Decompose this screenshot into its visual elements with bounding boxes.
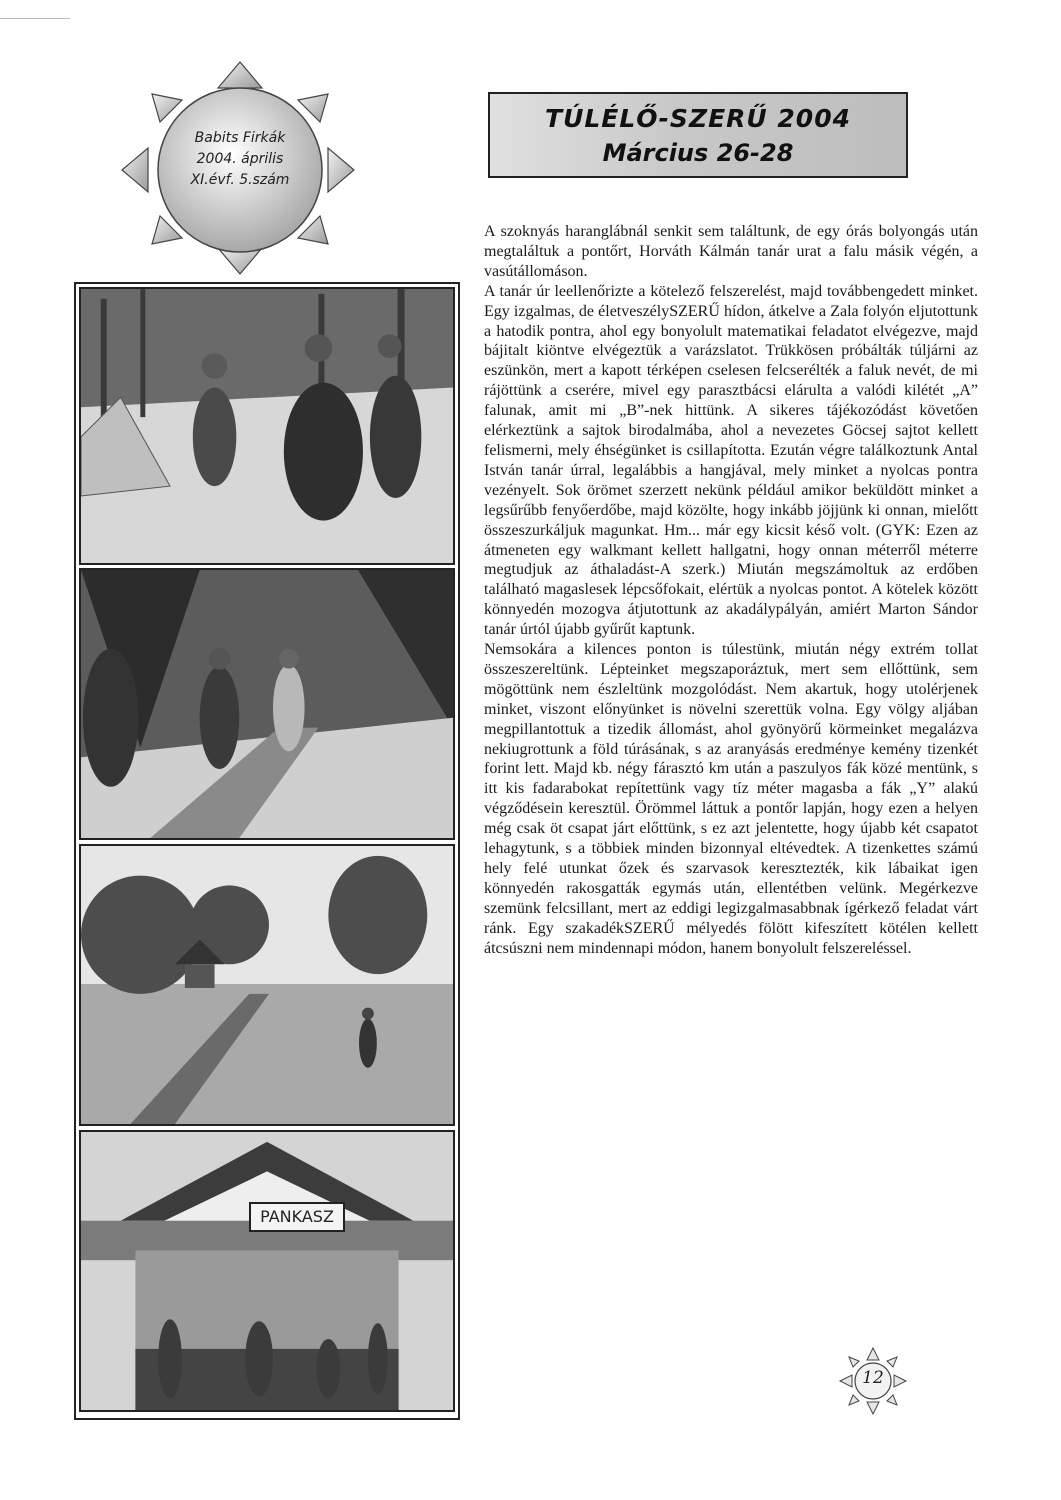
article-paragraph: A tanár úr leellenőrizte a kötelező felszerelést, majd továbbengedett minket. Egy izgalmas, de életveszélySZERŰ hídon, átkelve a Zala folyón eljutottunk a hatodik pontra, ahol egy bonyolult matematikai feladatot elvégezve, majd bájitalt kiöntve elvégeztük a varázslatot. Trükkösen próbálták túljárni az eszünkön, mert a kapott térképen cselesen felcserélték a faluk nevét, de mi rájöttünk a cserére, mivel egy parasztbácsi elárulta a valódi kilétét „A” falunak, amit mi „B”-nek hittünk. A sikeres tájékozódást követően elérkeztünk a sajtok birodalmába, ahol a nevezetes Göcsej sajtot kellett felismerni, mely éhségünket is csillapította. Ezután végre találkoztunk Antal István tanár úrral, legalábbis a hangjával, mely minket a nyolcas pontra vezényelt. Sok örömet szerzett nekünk például amikor beküldött minket a legsűrűbb fenyőerdőbe, majd közölte, hogy inkább jöjjünk ki onnan, mielőtt összeszurkáljuk magunkat. Hm... már egy kicsit késő volt. (GYK: Ezen az átmeneten egy walkmant kellett hallgatni, hogy onnan méterről méterre megtudjuk az áthaladást-A szerk.) Miután megszámoltuk az erdőben található magaslesek lépcsőfokait, elértük a nyolcas pontot. A kötelek között könnyedén mozogva átjutottunk az akadálypályán, amiért Marton Sándor tanár úrtól újabb gyűrűt kaptunk. xyxy=(484,282,978,639)
corner-mark xyxy=(0,18,70,19)
emblem-line-3: XI.évf. 5.szám xyxy=(190,172,290,188)
article-paragraph: A szoknyás haranglábnál senkit sem találtunk, de egy órás bolyongás után megtaláltuk a pontőrt, Horváth Kálmán tanár urat a falu másik végén, a vasútállomáson. xyxy=(484,223,978,280)
emblem-line-1: Babits Firkák xyxy=(194,130,286,146)
page-number: 12 xyxy=(862,1368,884,1388)
photo-pankasz-station xyxy=(79,1130,455,1412)
article-body xyxy=(484,222,978,959)
article-date: Március 26-28 xyxy=(602,139,794,167)
photo-hikers-tent xyxy=(79,287,455,565)
page-number-badge xyxy=(838,1346,908,1416)
article-paragraph: Nemsokára a kilences ponton is túlestünk, miután négy extrém tollat összeszereltünk. Lépteinket megszaporáztuk, mert sem ellőttünk, sem mögöttünk nem észleltünk mozgolódást. Nem akartuk, hogy utolérjenek minket, viszont előnyünket is növelni szerettük volna. Egy völgy aljában megpillantottuk a tizedik állomást, ahol gyönyörű körmeinket megalázva nekiugrottunk a föld túrásának, s az aranyásás eredménye kemény tizenkét forint lett. Majd kb. négy fárasztó km után a paszulyos fák közé mentünk, s itt kis fadarabokat repítettünk vagy tíz méter magasba a fák „Y” alakú végződésein keresztül. Örömmel láttuk a pontőr lapján, hogy ezen a helyen még csak öt csapat járt előttünk, s ez azt jelentette, hogy újabb két csapatot lehagytunk, s a többiek minden bizonnyal eltévedtek. A tizenkettes számú hely felé utunkat őzek és szarvasok keresztezték, kik lábaikat igen könnyedén rakosgatták egymás után, ellentétben velünk. Megérkezve szemünk felcsillant, mert az eddigi legizgalmasabbnak ígérkező feladat várt ránk. Egy szakadékSZERŰ mélyedés fölött kifeszített kötélen kellett átcsúszni nem mindennapi módon, hanem bonyolult felszereléssel. xyxy=(484,641,978,957)
article-title-box xyxy=(488,92,908,178)
station-sign: PANKASZ xyxy=(249,1202,345,1232)
issue-emblem xyxy=(120,60,360,280)
article-title: TÚLÉLŐ-SZERŰ 2004 xyxy=(545,104,851,133)
photo-meadow-church xyxy=(79,844,455,1126)
photo-forest-path xyxy=(79,568,455,840)
emblem-line-2: 2004. április xyxy=(196,151,284,167)
